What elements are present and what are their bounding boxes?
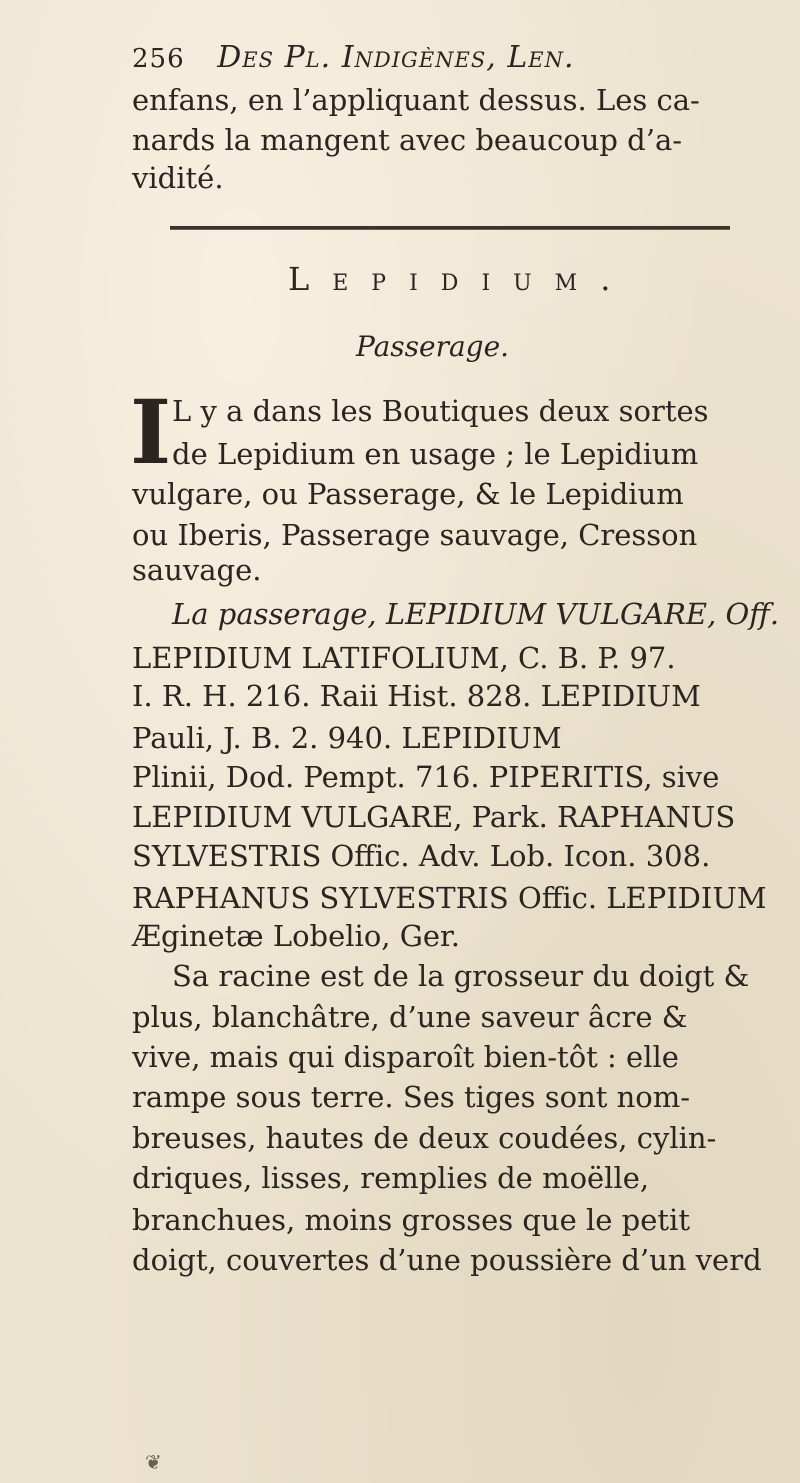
section-divider [170, 226, 730, 230]
body-line: LEPIDIUM VULGARE, Park. RAPHANUS [132, 800, 736, 834]
body-line: branchues, moins grosses que le petit [132, 1203, 690, 1237]
intro-line-2: nards la mangent avec beaucoup d’a- [132, 123, 683, 157]
section-subtitle: Passerage. [356, 330, 510, 363]
page-number: 256 [132, 44, 185, 74]
body-line: Sa racine est de la grosseur du doigt & [172, 959, 750, 993]
body-line: LEPIDIUM LATIFOLIUM, C. B. P. 97. [132, 641, 676, 675]
running-head [132, 40, 732, 75]
body-line: rampe sous terre. Ses tiges sont nom- [132, 1080, 691, 1114]
body-line: sauvage. [132, 553, 262, 587]
body-line: RAPHANUS SYLVESTRIS Offic. LEPIDIUM [132, 881, 767, 915]
body-line: La passerage, LEPIDIUM VULGARE, Off. [172, 597, 780, 631]
body-line: SYLVESTRIS Offic. Adv. Lob. Icon. 308. [132, 839, 711, 873]
body-line: Plinii, Dod. Pempt. 716. PIPERITIS, sive [132, 760, 720, 794]
ornament-icon: ❦ [145, 1450, 162, 1474]
intro-line-1: enfans, en l’appliquant dessus. Les ca- [132, 83, 700, 117]
body-line: plus, blanchâtre, d’une saveur âcre & [132, 1000, 688, 1034]
body-line: de Lepidium en usage ; le Lepidium [172, 437, 699, 471]
body-line: ou Iberis, Passerage sauvage, Cresson [132, 518, 698, 552]
body-line: L y a dans les Boutiques deux sortes [172, 394, 709, 428]
body-line: vulgare, ou Passerage, & le Lepidium [132, 477, 684, 511]
running-title: Des Pl. Indigènes, Len. [217, 40, 575, 75]
body-line: Æginetæ Lobelio, Ger. [132, 919, 460, 953]
body-line: doigt, couvertes d’une poussière d’un verd [132, 1243, 762, 1277]
body-line: vive, mais qui disparoît bien-tôt : elle [132, 1040, 679, 1074]
intro-line-3: vidité. [132, 161, 224, 195]
body-line: Pauli, J. B. 2. 940. LEPIDIUM [132, 721, 562, 755]
drop-cap: I [130, 380, 172, 484]
body-line: breuses, hautes de deux coudées, cylin- [132, 1121, 717, 1155]
body-line: driques, lisses, remplies de moëlle, [132, 1161, 650, 1195]
body-line: I. R. H. 216. Raii Hist. 828. LEPIDIUM [132, 679, 701, 713]
section-title: Lepidium. [288, 260, 634, 298]
